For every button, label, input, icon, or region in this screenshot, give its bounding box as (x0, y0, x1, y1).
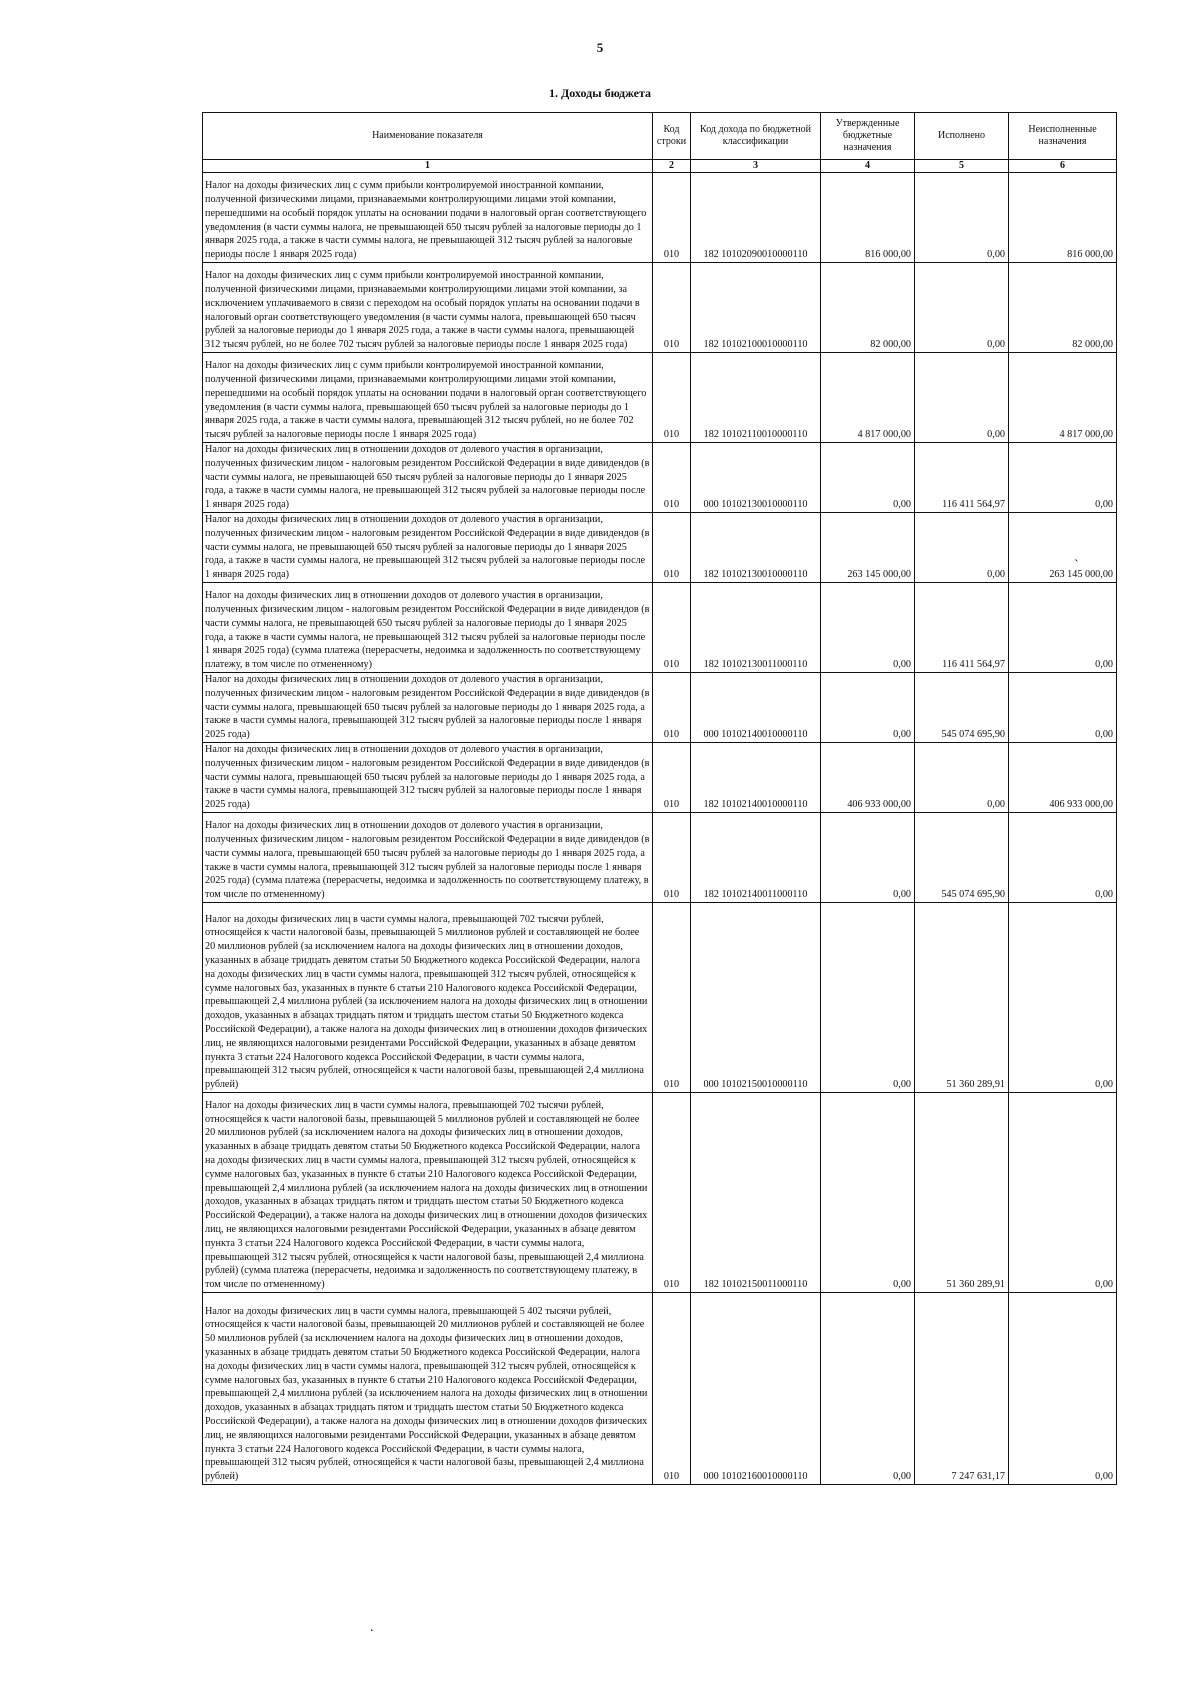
row-name: Налог на доходы физических лиц в части суммы налога, превышающей 702 тысячи рублей, относящейся к части налоговой базы, превышающей 5 миллионов рублей и составляющей не более 20 миллионов рублей (за исключением налога на доходы физических лиц в отношении доходов, указанных в абзаце тридцать девятом статьи 50 Бюджетного кодекса Российской Федерации, налога на доходы физических лиц в части суммы налога, превышающей 312 тысяч рублей, относящейся к сумме налоговых баз, указанных в пункте 6 статьи 210 Налогового кодекса Российской Федерации, превышающей 2,4 миллиона рублей (за исключением налога на доходы физических лиц в отношении доходов, указанных в абзацах тридцать пятом и тридцать шестом статьи 50 Бюджетного кодекса Российской Федерации), а также налога на доходы физических лиц в отношении доходов физических лиц, не являющихся налоговыми резидентами Российской Федерации, указанных в абзаце девятом пункта 3 статьи 224 Налогового кодекса Российской Федерации, в части суммы налога, превышающей 312 тысяч рублей, относящейся к части налоговой базы, превышающей 2,4 миллиона рублей) (203, 903, 653, 1093)
row-executed: 545 074 695,90 (915, 813, 1009, 903)
row-executed: 51 360 289,91 (915, 1093, 1009, 1293)
row-approved: 0,00 (821, 583, 915, 673)
table-body (203, 173, 1117, 1485)
row-income-code: 182 10102100010000110 (691, 263, 821, 353)
row-line-code: 010 (653, 903, 691, 1093)
row-income-code: 000 10102130010000110 (691, 443, 821, 513)
table-row (203, 743, 1117, 813)
row-line-code: 010 (653, 353, 691, 443)
row-executed: 51 360 289,91 (915, 903, 1009, 1093)
row-name: Налог на доходы физических лиц с сумм прибыли контролируемой иностранной компании, полученной физическими лицами, признаваемыми контролирующими лицами этой компании, перешедшими на особый порядок уплаты на основании подачи в налоговый орган соответствующего уведомления (в части суммы налога, превышающей 650 тысяч рублей за налоговые периоды до 1 января 2025 года, а также в части суммы налога, превышающей 312 тысяч рублей, но не более 702 тысяч рублей за налоговые периоды после 1 января 2025 года) (203, 353, 653, 443)
row-name: Налог на доходы физических лиц в части суммы налога, превышающей 5 402 тысячи рублей, относящейся к части налоговой базы, превышающей 20 миллионов рублей и составляющей не более 50 миллионов рублей (за исключением налога на доходы физических лиц в отношении доходов, указанных в абзаце тридцать девятом статьи 50 Бюджетного кодекса Российской Федерации, налога на доходы физических лиц в части суммы налога, превышающей 312 тысяч рублей, относящейся к сумме налоговых баз, указанных в пункте 6 статьи 210 Налогового кодекса Российской Федерации, превышающей 2,4 миллиона рублей (за исключением налога на доходы физических лиц в отношении доходов, указанных в абзацах тридцать пятом и тридцать шестом статьи 50 Бюджетного кодекса Российской Федерации), а также налога на доходы физических лиц в отношении доходов физических лиц, не являющихся налоговыми резидентами Российской Федерации, указанных в абзаце девятом пункта 3 статьи 224 Налогового кодекса Российской Федерации, в части суммы налога, превышающей 312 тысяч рублей, относящейся к части налоговой базы, превышающей 2,4 миллиона рублей) (203, 1293, 653, 1485)
stray-mark: ˋ (1074, 558, 1079, 573)
row-approved: 406 933 000,00 (821, 743, 915, 813)
row-income-code: 000 10102140010000110 (691, 673, 821, 743)
column-number: 4 (821, 160, 915, 173)
row-approved: 0,00 (821, 1093, 915, 1293)
row-executed: 7 247 631,17 (915, 1293, 1009, 1485)
row-unexecuted: 0,00 (1009, 583, 1117, 673)
row-line-code: 010 (653, 1293, 691, 1485)
row-income-code: 182 10102130011000110 (691, 583, 821, 673)
row-income-code: 000 10102150010000110 (691, 903, 821, 1093)
row-name: Налог на доходы физических лиц в части суммы налога, превышающей 702 тысячи рублей, относящейся к части налоговой базы, превышающей 5 миллионов рублей и составляющей не более 20 миллионов рублей (за исключением налога на доходы физических лиц в отношении доходов, указанных в абзаце тридцать девятом статьи 50 Бюджетного кодекса Российской Федерации, налога на доходы физических лиц в части суммы налога, превышающей 312 тысяч рублей, относящейся к сумме налоговых баз, указанных в пункте 6 статьи 210 Налогового кодекса Российской Федерации, превышающей 2,4 миллиона рублей (за исключением налога на доходы физических лиц в отношении доходов, указанных в абзацах тридцать пятом и тридцать шестом статьи 50 Бюджетного кодекса Российской Федерации), а также налога на доходы физических лиц в отношении доходов физических лиц, не являющихся налоговыми резидентами Российской Федерации, указанных в абзаце девятом пункта 3 статьи 224 Налогового кодекса Российской Федерации, в части суммы налога, превышающей 312 тысяч рублей, относящейся к части налоговой базы, превышающей 2,4 миллиона рублей) (сумма платежа (перерасчеты, недоимка и задолженность по соответствующему платежу, в том числе по отмененному) (203, 1093, 653, 1293)
row-income-code: 000 10102160010000110 (691, 1293, 821, 1485)
row-income-code: 182 10102130010000110 (691, 513, 821, 583)
row-name: Налог на доходы физических лиц с сумм прибыли контролируемой иностранной компании, полученной физическими лицами, признаваемыми контролирующими лицами этой компании, перешедшими на особый порядок уплаты на основании подачи в налоговый орган соответствующего уведомления (в части суммы налога, не превышающей 650 тысяч рублей за налоговые периоды до 1 января 2025 года, а также в части суммы налога, не превышающей 312 тысяч рублей за налоговые периоды после 1 января 2025 года) (203, 173, 653, 263)
row-unexecuted: 263 145 000,00 (1009, 513, 1117, 583)
row-income-code: 182 10102140010000110 (691, 743, 821, 813)
page-number: 5 (596, 40, 604, 55)
row-income-code: 182 10102140011000110 (691, 813, 821, 903)
row-line-code: 010 (653, 583, 691, 673)
row-line-code: 010 (653, 173, 691, 263)
column-number: 5 (915, 160, 1009, 173)
row-line-code: 010 (653, 813, 691, 903)
row-approved: 263 145 000,00 (821, 513, 915, 583)
header-income-code: Код дохода по бюджетной классификации (691, 113, 821, 160)
row-executed: 0,00 (915, 353, 1009, 443)
row-unexecuted: 0,00 (1009, 1093, 1117, 1293)
table-row (203, 903, 1117, 1093)
row-unexecuted: 4 817 000,00 (1009, 353, 1117, 443)
row-executed: 116 411 564,97 (915, 583, 1009, 673)
table-row (203, 583, 1117, 673)
header-indicator-name: Наименование показателя (203, 113, 653, 160)
row-line-code: 010 (653, 263, 691, 353)
table-row (203, 443, 1117, 513)
row-name: Налог на доходы физических лиц в отношении доходов от долевого участия в организации, полученных физическим лицом - налоговым резидентом Российской Федерации в виде дивидендов (в части суммы налога, превышающей 650 тысяч рублей за налоговые периоды до 1 января 2025 года, а также в части суммы налога, превышающей 312 тысяч рублей за налоговые периоды после 1 января 2025 года) (203, 673, 653, 743)
row-income-code: 182 10102090010000110 (691, 173, 821, 263)
table-row (203, 1093, 1117, 1293)
row-name: Налог на доходы физических лиц в отношении доходов от долевого участия в организации, полученных физическим лицом - налоговым резидентом Российской Федерации в виде дивидендов (в части суммы налога, превышающей 650 тысяч рублей за налоговые периоды до 1 января 2025 года, а также в части суммы налога, превышающей 312 тысяч рублей за налоговые периоды после 1 января 2025 года) (203, 743, 653, 813)
row-unexecuted: 0,00 (1009, 443, 1117, 513)
row-unexecuted: 0,00 (1009, 1293, 1117, 1485)
row-name: Налог на доходы физических лиц в отношении доходов от долевого участия в организации, полученных физическим лицом - налоговым резидентом Российской Федерации в виде дивидендов (в части суммы налога, превышающей 650 тысяч рублей за налоговые периоды до 1 января 2025 года, а также в части суммы налога, превышающей 312 тысяч рублей за налоговые периоды после 1 января 2025 года) (сумма платежа (перерасчеты, недоимка и задолженность по соответствующему платежу, в том числе по отмененному) (203, 813, 653, 903)
row-line-code: 010 (653, 743, 691, 813)
row-approved: 4 817 000,00 (821, 353, 915, 443)
stray-mark: . (370, 1620, 374, 1635)
table-row (203, 173, 1117, 263)
header-row (203, 113, 1117, 160)
row-unexecuted: 0,00 (1009, 813, 1117, 903)
row-name: Налог на доходы физических лиц в отношении доходов от долевого участия в организации, полученных физическим лицом - налоговым резидентом Российской Федерации в виде дивидендов (в части суммы налога, не превышающей 650 тысяч рублей за налоговые периоды до 1 января 2025 года, а также в части суммы налога, не превышающей 312 тысяч рублей за налоговые периоды после 1 января 2025 года) (203, 443, 653, 513)
row-executed: 0,00 (915, 743, 1009, 813)
header-line-code: Код строки (653, 113, 691, 160)
column-number: 1 (203, 160, 653, 173)
row-unexecuted: 82 000,00 (1009, 263, 1117, 353)
row-name: Налог на доходы физических лиц в отношении доходов от долевого участия в организации, полученных физическим лицом - налоговым резидентом Российской Федерации в виде дивидендов (в части суммы налога, не превышающей 650 тысяч рублей за налоговые периоды до 1 января 2025 года, а также в части суммы налога, не превышающей 312 тысяч рублей за налоговые периоды после 1 января 2025 года) (сумма платежа (перерасчеты, недоимка и задолженность по соответствующему платежу, в том числе по отмененному) (203, 583, 653, 673)
row-executed: 545 074 695,90 (915, 673, 1009, 743)
row-name: Налог на доходы физических лиц с сумм прибыли контролируемой иностранной компании, полученной физическими лицами, признаваемыми контролирующими лицами этой компании, за исключением уплачиваемого в связи с переходом на особый порядок уплаты на основании подачи в налоговый орган соответствующего уведомления (в части суммы налога, превышающей 650 тысяч рублей за налоговые периоды до 1 января 2025 года, а также в части суммы налога, превышающей 312 тысяч рублей, но не более 702 тысяч рублей за налоговые периоды после 1 января 2025 года) (203, 263, 653, 353)
row-line-code: 010 (653, 673, 691, 743)
row-unexecuted: 0,00 (1009, 673, 1117, 743)
table-row (203, 513, 1117, 583)
row-unexecuted: 816 000,00 (1009, 173, 1117, 263)
column-number: 3 (691, 160, 821, 173)
row-approved: 0,00 (821, 903, 915, 1093)
table-row (203, 813, 1117, 903)
row-unexecuted: 406 933 000,00 (1009, 743, 1117, 813)
row-executed: 0,00 (915, 513, 1009, 583)
row-executed: 0,00 (915, 173, 1009, 263)
table-row (203, 1293, 1117, 1485)
row-executed: 116 411 564,97 (915, 443, 1009, 513)
table-row (203, 353, 1117, 443)
header-executed: Исполнено (915, 113, 1009, 160)
row-line-code: 010 (653, 1093, 691, 1293)
row-unexecuted: 0,00 (1009, 903, 1117, 1093)
header-unexecuted: Неисполненные назначения (1009, 113, 1117, 160)
row-line-code: 010 (653, 513, 691, 583)
column-number: 2 (653, 160, 691, 173)
row-approved: 0,00 (821, 1293, 915, 1485)
budget-income-table (202, 112, 1117, 1485)
row-approved: 816 000,00 (821, 173, 915, 263)
row-income-code: 182 10102150011000110 (691, 1093, 821, 1293)
column-numbers-row (203, 160, 1117, 173)
row-income-code: 182 10102110010000110 (691, 353, 821, 443)
column-number: 6 (1009, 160, 1117, 173)
table-row (203, 263, 1117, 353)
row-approved: 0,00 (821, 813, 915, 903)
table-row (203, 673, 1117, 743)
row-name: Налог на доходы физических лиц в отношении доходов от долевого участия в организации, полученных физическим лицом - налоговым резидентом Российской Федерации в виде дивидендов (в части суммы налога, не превышающей 650 тысяч рублей за налоговые периоды до 1 января 2025 года, а также в части суммы налога, не превышающей 312 тысяч рублей за налоговые периоды после 1 января 2025 года) (203, 513, 653, 583)
row-approved: 0,00 (821, 673, 915, 743)
section-title: 1. Доходы бюджета (548, 86, 652, 100)
row-line-code: 010 (653, 443, 691, 513)
row-executed: 0,00 (915, 263, 1009, 353)
row-approved: 82 000,00 (821, 263, 915, 353)
row-approved: 0,00 (821, 443, 915, 513)
header-approved: Утвержденные бюджетные назначения (821, 113, 915, 160)
